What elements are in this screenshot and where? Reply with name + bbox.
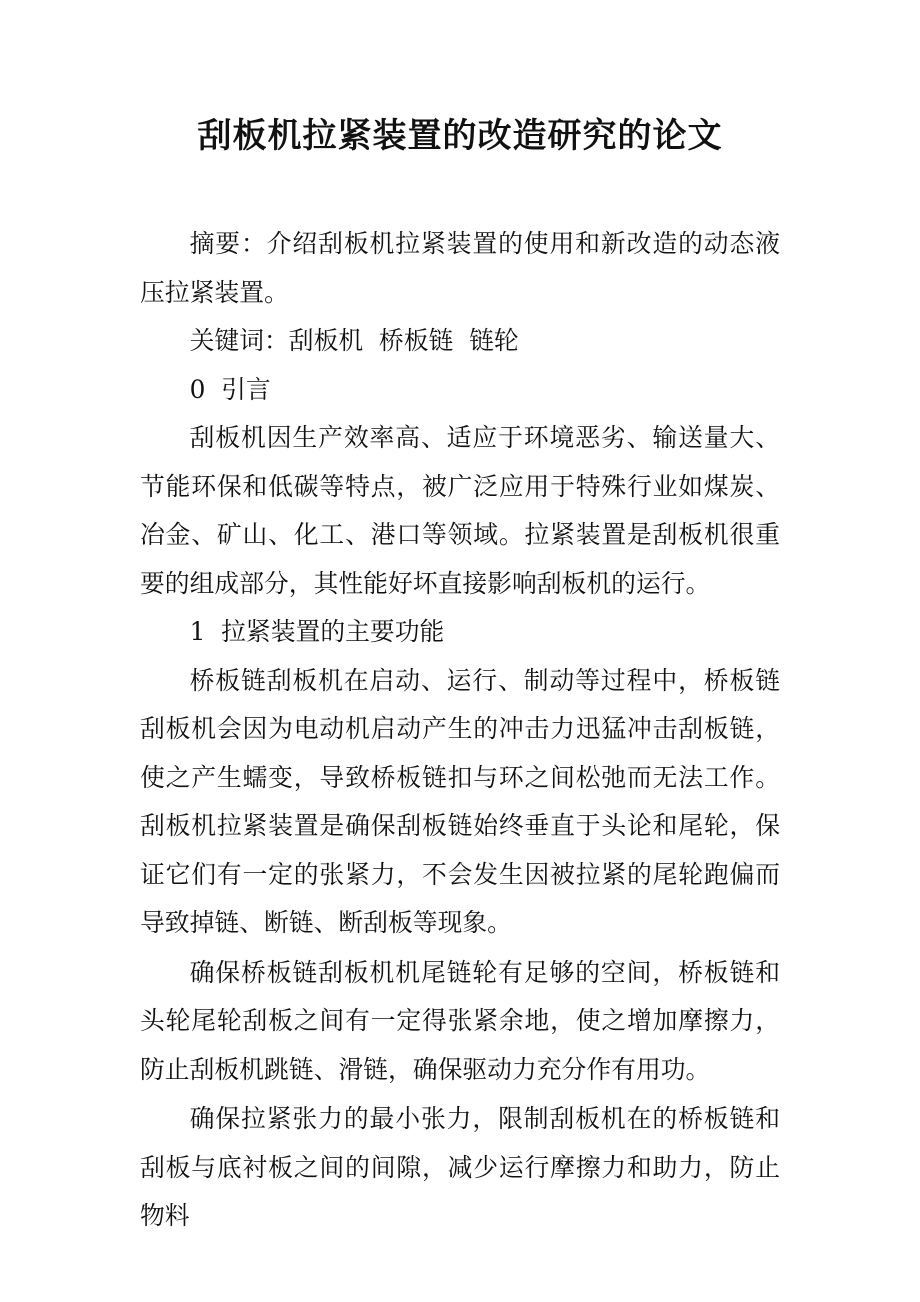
abstract-paragraph: 摘要：介绍刮板机拉紧装置的使用和新改造的动态液压拉紧装置。 (140, 229, 780, 307)
keywords-paragraph: 关键词：刮板机 桥板链 链轮 (189, 326, 519, 355)
body-paragraph: 确保桥板链刮板机机尾链轮有足够的空间，桥板链和头轮尾轮刮板之间有一定得张紧余地，使之增加摩擦力，防止刮板机跳链、滑链，确保驱动力充分作有用功。 (140, 957, 780, 1084)
document-body (140, 220, 780, 1241)
section-heading-introduction: 0 引言 (189, 374, 271, 404)
document-title: 刮板机拉紧装置的改造研究的论文 (197, 116, 723, 156)
section-heading-main-functions: 1 拉紧装置的主要功能 (189, 617, 445, 646)
body-paragraph: 确保拉紧张力的最小张力，限制刮板机在的桥板链和刮板与底衬板之间的间隙，减少运行摩擦力和助力，防止物料 (140, 1104, 780, 1230)
body-paragraph: 刮板机因生产效率高、适应于环境恶劣、输送量大、节能环保和低碳等特点，被广泛应用于特殊行业如煤炭、冶金、矿山、化工、港口等领域。拉紧装置是刮板机很重要的组成部分，其性能好坏直接影响刮板机的运行。 (140, 423, 780, 598)
body-paragraph: 桥板链刮板机在启动、运行、制动等过程中，桥板链刮板机会因为电动机启动产生的冲击力迅猛冲击刮板链，使之产生蠕变，导致桥板链扣与环之间松弛而无法工作。刮板机拉紧装置是确保刮板链始终垂直于头论和尾轮，保证它们有一定的张紧力，不会发生因被拉紧的尾轮跑偏而导致掉链、断链、断刮板等现象。 (140, 665, 780, 937)
